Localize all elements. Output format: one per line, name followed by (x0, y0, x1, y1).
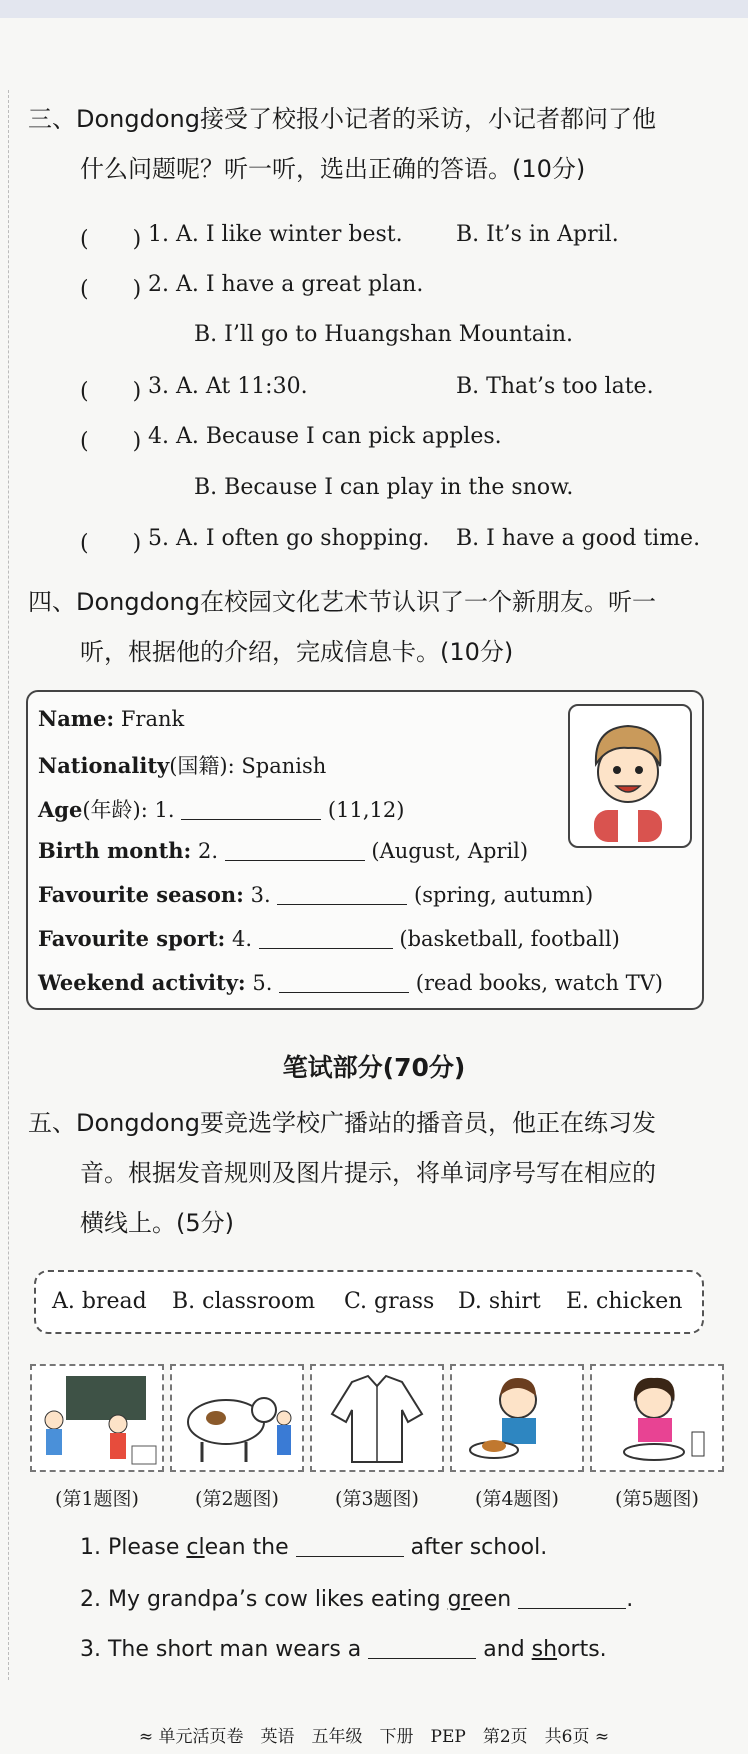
q5-option-b: B. I have a good time. (456, 526, 701, 551)
word-option-e: E. chicken (566, 1289, 683, 1314)
answer-paren-1[interactable]: ( ) (80, 227, 142, 252)
weekend-blank[interactable] (279, 970, 409, 993)
season-options: (spring, autumn) (414, 883, 594, 907)
caption-picture-1: (第1题图) (55, 1488, 139, 1510)
sentence-1-end: after school. (410, 1535, 548, 1560)
picture-1-classroom (30, 1364, 164, 1472)
answer-paren-4[interactable]: ( ) (80, 429, 142, 454)
age-label: Age (38, 797, 83, 822)
section5-heading-line3: 横线上。(5分) (80, 1209, 234, 1237)
section3-heading-line1: 三、Dongdong接受了校报小记者的采访，小记者都问了他 (28, 105, 656, 133)
birth-num: 2. (197, 839, 219, 863)
word-option-a: A. bread (52, 1289, 147, 1314)
sport-options: (basketball, football) (399, 927, 620, 951)
sentence-2-blank[interactable] (518, 1586, 626, 1609)
classroom-illustration (32, 1366, 162, 1470)
sentence-3-end: orts. (557, 1637, 607, 1662)
sentence-3-start: 3. The short man wears a (80, 1637, 362, 1662)
age-note: (年龄): (82, 798, 148, 822)
cow-illustration (172, 1366, 302, 1470)
weekend-num: 5. (252, 971, 273, 995)
picture-3-shirt (310, 1364, 444, 1472)
word-option-c: C. grass (344, 1289, 435, 1314)
picture-4-boy-eating (450, 1364, 584, 1472)
sentence-1-blank[interactable] (296, 1534, 404, 1557)
section5-heading-line2: 音。根据发音规则及图片提示，将单词序号写在相应的 (80, 1159, 656, 1187)
season-blank[interactable] (277, 882, 407, 905)
q2-option-a: 2. A. I have a great plan. (148, 272, 424, 297)
section3-heading (28, 94, 738, 194)
caption-picture-5: (第5题图) (615, 1488, 699, 1510)
q1-option-b: B. It’s in April. (456, 222, 619, 247)
card-row-name (38, 706, 184, 731)
sentence-1 (80, 1534, 547, 1560)
sentence-3-blank[interactable] (368, 1636, 476, 1659)
q2-option-b: B. I’ll go to Huangshan Mountain. (194, 322, 574, 347)
card-row-sport (38, 926, 620, 951)
card-row-nationality (38, 750, 326, 780)
sentence-1-mid: ean the (204, 1535, 289, 1560)
sentence-2-start: 2. My grandpa’s cow likes eating (80, 1587, 448, 1612)
age-num: 1. (154, 798, 175, 822)
sentence-2-end: . (626, 1587, 634, 1612)
picture-5-girl-eating (590, 1364, 724, 1472)
caption-picture-3: (第3题图) (335, 1488, 419, 1510)
shirt-illustration (312, 1366, 442, 1470)
q4-option-b: B. Because I can play in the snow. (194, 475, 574, 500)
boy-face-illustration (570, 706, 686, 842)
card-row-season (38, 882, 593, 907)
section4-heading-line1: 四、Dongdong在校园文化艺术节认识了一个新朋友。听一 (28, 588, 656, 616)
q1-option-a: 1. A. I like winter best. (148, 222, 403, 247)
section3-heading-line2: 什么问题呢？听一听，选出正确的答语。(10分) (80, 155, 586, 183)
word-option-b: B. classroom (172, 1289, 316, 1314)
written-part-title: 笔试部分(70分) (282, 1053, 466, 1082)
age-blank[interactable] (181, 797, 321, 820)
word-option-d: D. shirt (458, 1289, 541, 1314)
binding-margin-line (8, 90, 9, 1680)
nationality-note: (国籍): (169, 754, 235, 778)
name-label: Name: (38, 706, 115, 731)
caption-picture-4: (第4题图) (475, 1488, 559, 1510)
birth-label: Birth month: (38, 838, 192, 863)
sentence-1-underlined: cl (186, 1535, 205, 1560)
sentence-1-start: 1. Please (80, 1535, 187, 1560)
sentence-2-underlined: gr (447, 1587, 471, 1612)
section5-heading-line1: 五、Dongdong要竞选学校广播站的播音员，他正在练习发 (28, 1109, 656, 1137)
section5-heading (28, 1098, 738, 1248)
info-card (26, 690, 704, 1010)
nationality-value: Spanish (241, 754, 327, 778)
q5-option-a: 5. A. I often go shopping. (148, 526, 430, 551)
birth-options: (August, April) (371, 839, 529, 863)
birth-blank[interactable] (225, 838, 365, 861)
sentence-3-mid: and (483, 1637, 532, 1662)
answer-paren-3[interactable]: ( ) (80, 379, 142, 404)
page-footer: ≈ 单元活页卷 英语 五年级 下册 PEP 第2页 共6页 ≈ (138, 1727, 610, 1747)
card-row-birth (38, 838, 528, 863)
card-row-weekend (38, 970, 663, 995)
caption-picture-2: (第2题图) (195, 1488, 279, 1510)
sentence-2-mid: een (470, 1587, 512, 1612)
sentence-3 (80, 1636, 607, 1662)
nationality-label: Nationality (38, 753, 170, 778)
section4-heading (28, 577, 738, 677)
weekend-label: Weekend activity: (38, 970, 246, 995)
section4-heading-line2: 听，根据他的介绍，完成信息卡。(10分) (80, 638, 514, 666)
q3-option-a: 3. A. At 11:30. (148, 374, 308, 399)
weekend-options: (read books, watch TV) (415, 971, 663, 995)
card-row-age (38, 794, 404, 824)
answer-paren-2[interactable]: ( ) (80, 277, 142, 302)
age-options: (11,12) (327, 798, 405, 822)
scan-top-strip (0, 0, 748, 18)
sport-blank[interactable] (259, 926, 393, 949)
sport-label: Favourite sport: (38, 926, 226, 951)
frank-portrait (568, 704, 692, 848)
q3-option-b: B. That’s too late. (456, 374, 654, 399)
sentence-2 (80, 1586, 633, 1612)
girl-eating-illustration (592, 1366, 722, 1470)
season-num: 3. (250, 883, 271, 907)
season-label: Favourite season: (38, 882, 244, 907)
q4-option-a: 4. A. Because I can pick apples. (148, 424, 502, 449)
word-bank (34, 1270, 704, 1334)
picture-2-cow (170, 1364, 304, 1472)
name-value: Frank (120, 707, 185, 731)
answer-paren-5[interactable]: ( ) (80, 531, 142, 556)
boy-eating-illustration (452, 1366, 582, 1470)
sport-num: 4. (231, 927, 253, 951)
sentence-3-underlined: sh (531, 1637, 558, 1662)
